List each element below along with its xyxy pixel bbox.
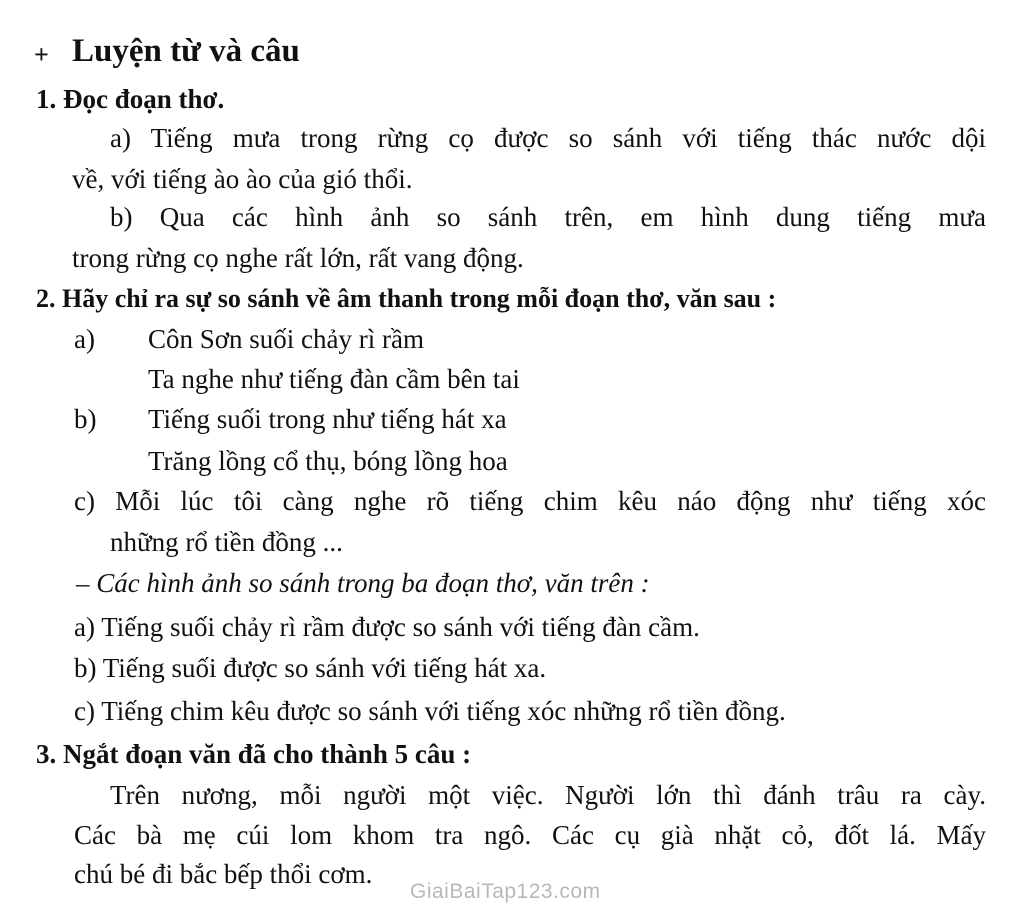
section-bullet: + — [34, 40, 49, 69]
q2-answer-c: c) Tiếng chim kêu được so sánh với tiếng xóc những rổ tiền đồng. — [74, 696, 786, 726]
section-title: Luyện từ và câu — [72, 33, 300, 69]
q2-a-verse2: Ta nghe như tiếng đàn cầm bên tai — [148, 364, 520, 394]
q1-b-line2: trong rừng cọ nghe rất lớn, rất vang động. — [72, 243, 524, 273]
q2-answers-intro: – Các hình ảnh so sánh trong ba đoạn thơ, văn trên : — [76, 568, 650, 598]
q2-answer-b: b) Tiếng suối được so sánh với tiếng hát xa. — [74, 653, 547, 683]
q1-a-line2: về, với tiếng ào ào của gió thổi. — [72, 164, 413, 194]
q2-a-verse1: Côn Sơn suối chảy rì rầm — [148, 324, 424, 354]
q2-heading: 2. Hãy chỉ ra sự so sánh về âm thanh trong mỗi đoạn thơ, văn sau : — [36, 284, 777, 313]
q2-c-line2: những rổ tiền đồng ... — [110, 527, 343, 557]
q1-b-line1: b) Qua các hình ảnh so sánh trên, em hình dung tiếng mưa — [110, 202, 986, 232]
q3-line3: chú bé đi bắc bếp thổi cơm. — [74, 859, 373, 889]
site-watermark: GiaiBaiTap123.com — [410, 880, 601, 903]
q2-answer-a: a) Tiếng suối chảy rì rầm được so sánh với tiếng đàn cầm. — [74, 612, 700, 642]
q2-c-line1: c) Mỗi lúc tôi càng nghe rõ tiếng chim kêu náo động như tiếng xóc — [74, 486, 986, 516]
q2-b-label: b) — [74, 404, 97, 434]
q1-heading: 1. Đọc đoạn thơ. — [36, 84, 225, 114]
q2-b-verse1: Tiếng suối trong như tiếng hát xa — [148, 404, 507, 434]
q1-a-line1: a) Tiếng mưa trong rừng cọ được so sánh với tiếng thác nước dội — [110, 123, 986, 153]
q3-heading: 3. Ngắt đoạn văn đã cho thành 5 câu : — [36, 739, 472, 769]
q3-line2: Các bà mẹ cúi lom khom tra ngô. Các cụ già nhặt cỏ, đốt lá. Mấy — [74, 820, 986, 850]
q3-line1: Trên nương, mỗi người một việc. Người lớn thì đánh trâu ra cày. — [110, 780, 986, 810]
q2-b-verse2: Trăng lồng cổ thụ, bóng lồng hoa — [148, 446, 508, 476]
q2-a-label: a) — [74, 324, 95, 354]
